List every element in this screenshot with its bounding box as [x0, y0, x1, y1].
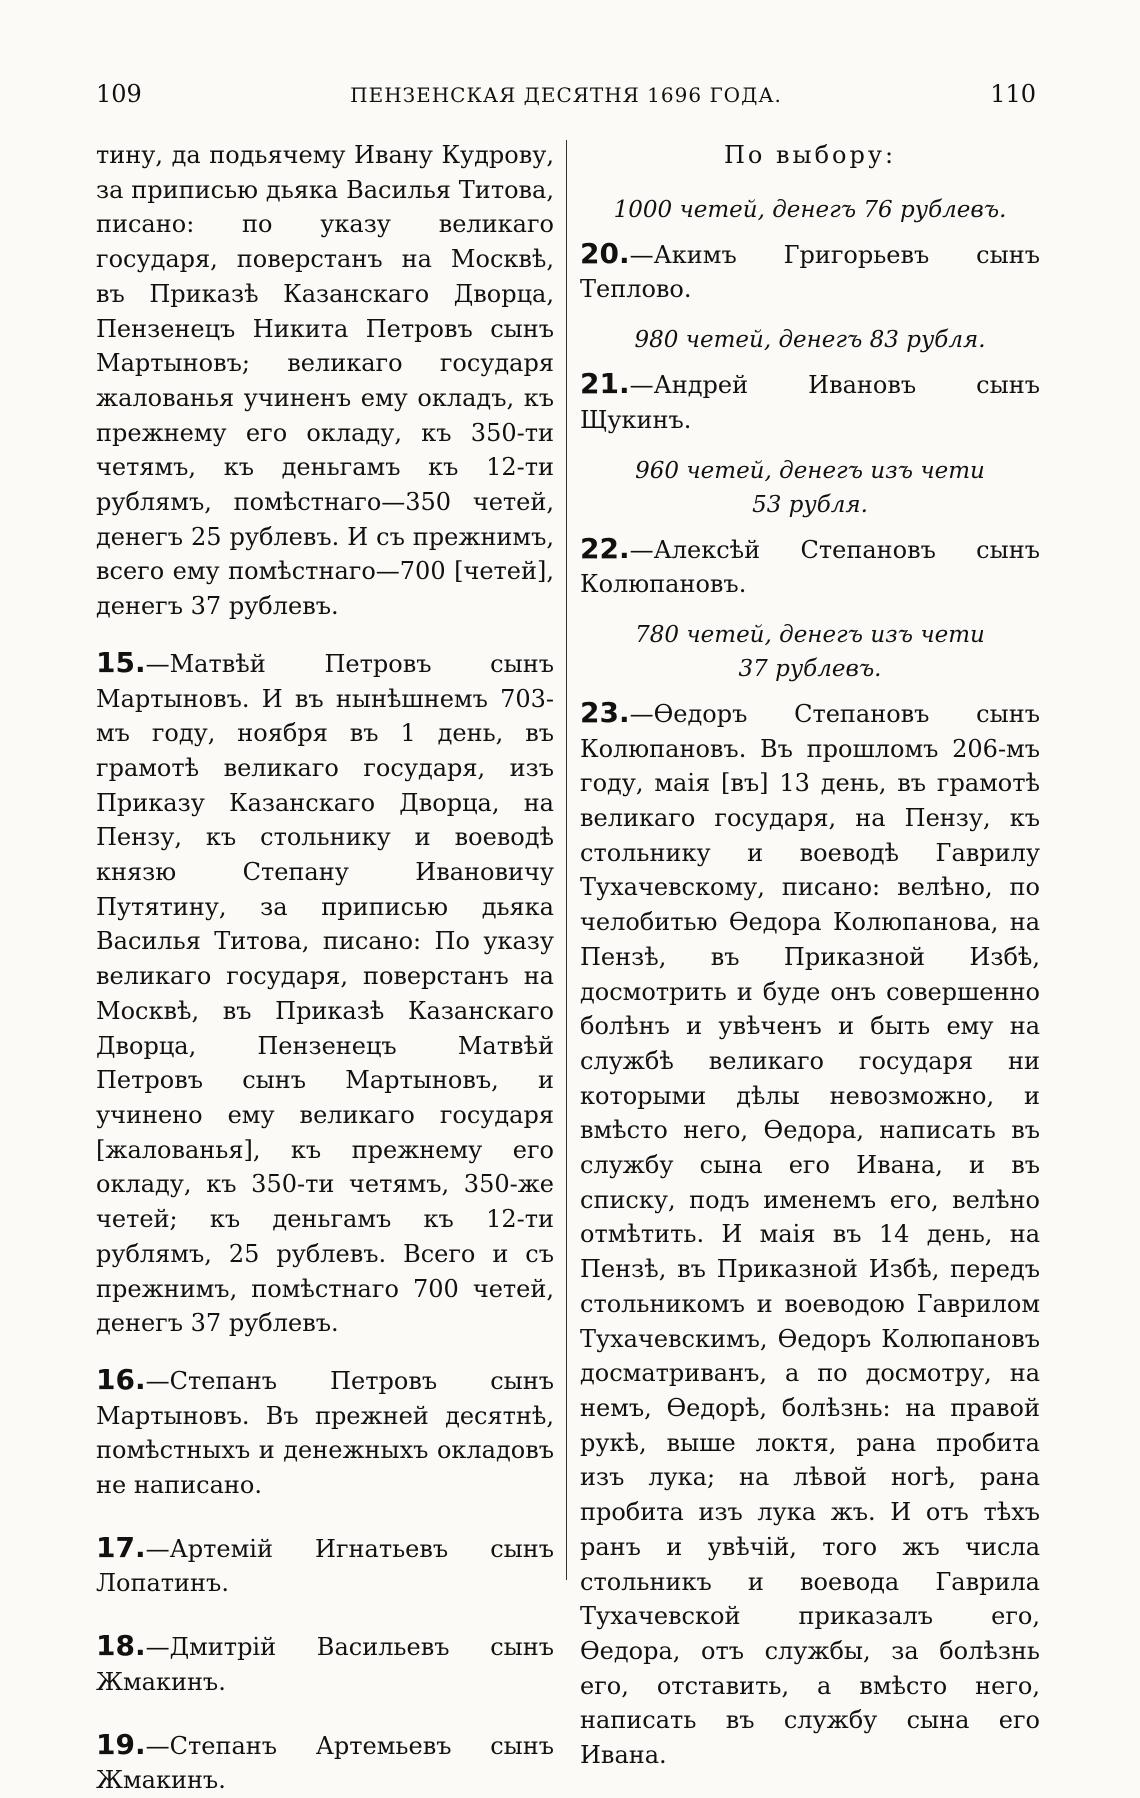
- salary-line-22a: 960 четей, денегъ изъ чети: [635, 457, 985, 484]
- running-title: ПЕНЗЕНСКАЯ ДЕСЯТНЯ 1696 ГОДА.: [350, 83, 782, 107]
- entry-text: —Дмитрій Васильевъ сынъ Жмакинъ.: [96, 1633, 554, 1696]
- entry-text: —Артемій Игнатьевъ сынъ Лопатинъ.: [96, 1534, 554, 1598]
- running-header: [96, 80, 1036, 114]
- entry-number: 23.: [580, 695, 630, 729]
- salary-line-23a: 780 четей, денегъ изъ чети: [635, 621, 985, 648]
- entry-21: [580, 367, 1040, 437]
- entry-number: 19.: [96, 1727, 146, 1761]
- page-number-right: 110: [990, 80, 1036, 108]
- entry-number: 17.: [96, 1530, 146, 1564]
- entry-16: [96, 1363, 554, 1503]
- entry-text: —Андрей Ивановъ сынъ Щукинъ.: [580, 371, 1040, 434]
- entry-15: [96, 646, 554, 1341]
- salary-line-22b: 53 рубля.: [752, 491, 868, 518]
- entry-19: [96, 1728, 554, 1798]
- column-divider: [566, 140, 567, 1580]
- entry-text: —Ѳедоръ Степановъ сынъ Колюпановъ. Въ прошломъ 206-мъ году, маія [въ] 13 день, въ грамотѣ великаго государя, на Пензу, къ стольнику и воеводѣ Гаврилу Тухачевскому, писано: велѣно, по челобитью Ѳедора Колюпанова, на Пензѣ, въ Приказной Избѣ, досмотрить и буде онъ совершенно болѣнъ и увѣченъ и быть ему на службѣ великаго государя ни которыми дѣлы невозможно, и вмѣсто него, Ѳедора, написать въ службу сына его Ивана, и въ списку, подъ именемъ его, велѣно отмѣтить. И маія въ 14 день, на Пензѣ, въ Приказной Избѣ, передъ стольникомъ и воеводою Гаврилом Тухачевскимъ, Ѳедоръ Колюпановъ досматриванъ, а по досмотру, на немъ, Ѳедорѣ, болѣзнь: на правой рукѣ, выше локтя, рана пробита изъ лука; на лѣвой ногѣ, рана пробита изъ лука жъ. И отъ тѣхъ ранъ и увѣчій, того жъ числа стольникъ и воевода Гаврила Тухачевской приказалъ его, Ѳедора, отъ службы, за болѣзнь его, отставить, а вмѣсто него, написать въ службу сына его Ивана.: [580, 699, 1040, 1770]
- right-column: [580, 138, 1040, 1773]
- entry-text: —Акимъ Григорьевъ сынъ Теплово.: [580, 240, 1040, 304]
- entry-number: 20.: [580, 236, 630, 270]
- entry-text: —Алексѣй Степановъ сынъ Колюпановъ.: [580, 535, 1040, 599]
- entry-text: —Степанъ Артемьевъ сынъ Жмакинъ.: [96, 1731, 554, 1795]
- entry-18: [96, 1629, 554, 1699]
- entry-number: 22.: [580, 531, 630, 565]
- entry-number: 16.: [96, 1362, 146, 1396]
- entry-text: —Степанъ Петровъ сынъ Мартыновъ. Въ прежней десятнѣ, помѣстныхъ и денежныхъ окладовъ не написано.: [96, 1366, 554, 1500]
- salary-line-23b: 37 рублевъ.: [738, 655, 882, 682]
- left-column: [96, 138, 554, 1798]
- entry-22: [580, 532, 1040, 602]
- entry-number: 21.: [580, 367, 630, 401]
- continued-paragraph: тину, да подьячему Ивану Кудрову, за приписью дьяка Василья Титова, писано: по указу великаго государя, поверстанъ на Москвѣ, въ Приказѣ Казанскаго Дворца, Пензенецъ Никита Петровъ сынъ Мартыновъ; великаго государя жалованья учиненъ ему окладъ, къ прежнему его окладу, къ 350-ти четямъ, къ деньгамъ къ 12-ти рублямъ, помѣстнаго—350 четей, денегъ 25 рублевъ. И съ прежнимъ, всего ему помѣстнаго—700 [четей], денегъ 37 рублевъ.: [96, 141, 554, 621]
- section-heading: По выбору:: [723, 141, 897, 169]
- page-number-left: 109: [96, 80, 142, 108]
- entry-23: [580, 696, 1040, 1773]
- entry-17: [96, 1531, 554, 1601]
- entry-text: —Матвѣй Петровъ сынъ Мартыновъ. И въ нынѣшнемъ 703-мъ году, ноября въ 1 день, въ грамотѣ великаго государя, изъ Приказу Казанскаго Дворца, на Пензу, къ стольнику и воеводѣ князю Степану Ивановичу Путятину, за приписью дьяка Василья Титова, писано: По указу великаго государя, поверстанъ на Москвѣ, въ Приказѣ Казанскаго Дворца, Пензенецъ Матвѣй Петровъ сынъ Мартыновъ, и учинено ему великаго государя [жалованья], къ прежнему его окладу, къ 350-ти четямъ, 350-же четей; къ деньгамъ къ 12-ти рублямъ, 25 рублевъ. Всего и съ прежнимъ, помѣстнаго 700 четей, денегъ 37 рублевъ.: [96, 649, 554, 1338]
- entry-20: [580, 237, 1040, 307]
- entry-number: 18.: [96, 1629, 146, 1663]
- entry-number: 15.: [96, 645, 146, 679]
- salary-line-20: 1000 четей, денегъ 76 рублевъ.: [613, 196, 1007, 223]
- salary-line-21: 980 четей, денегъ 83 рубля.: [634, 327, 986, 354]
